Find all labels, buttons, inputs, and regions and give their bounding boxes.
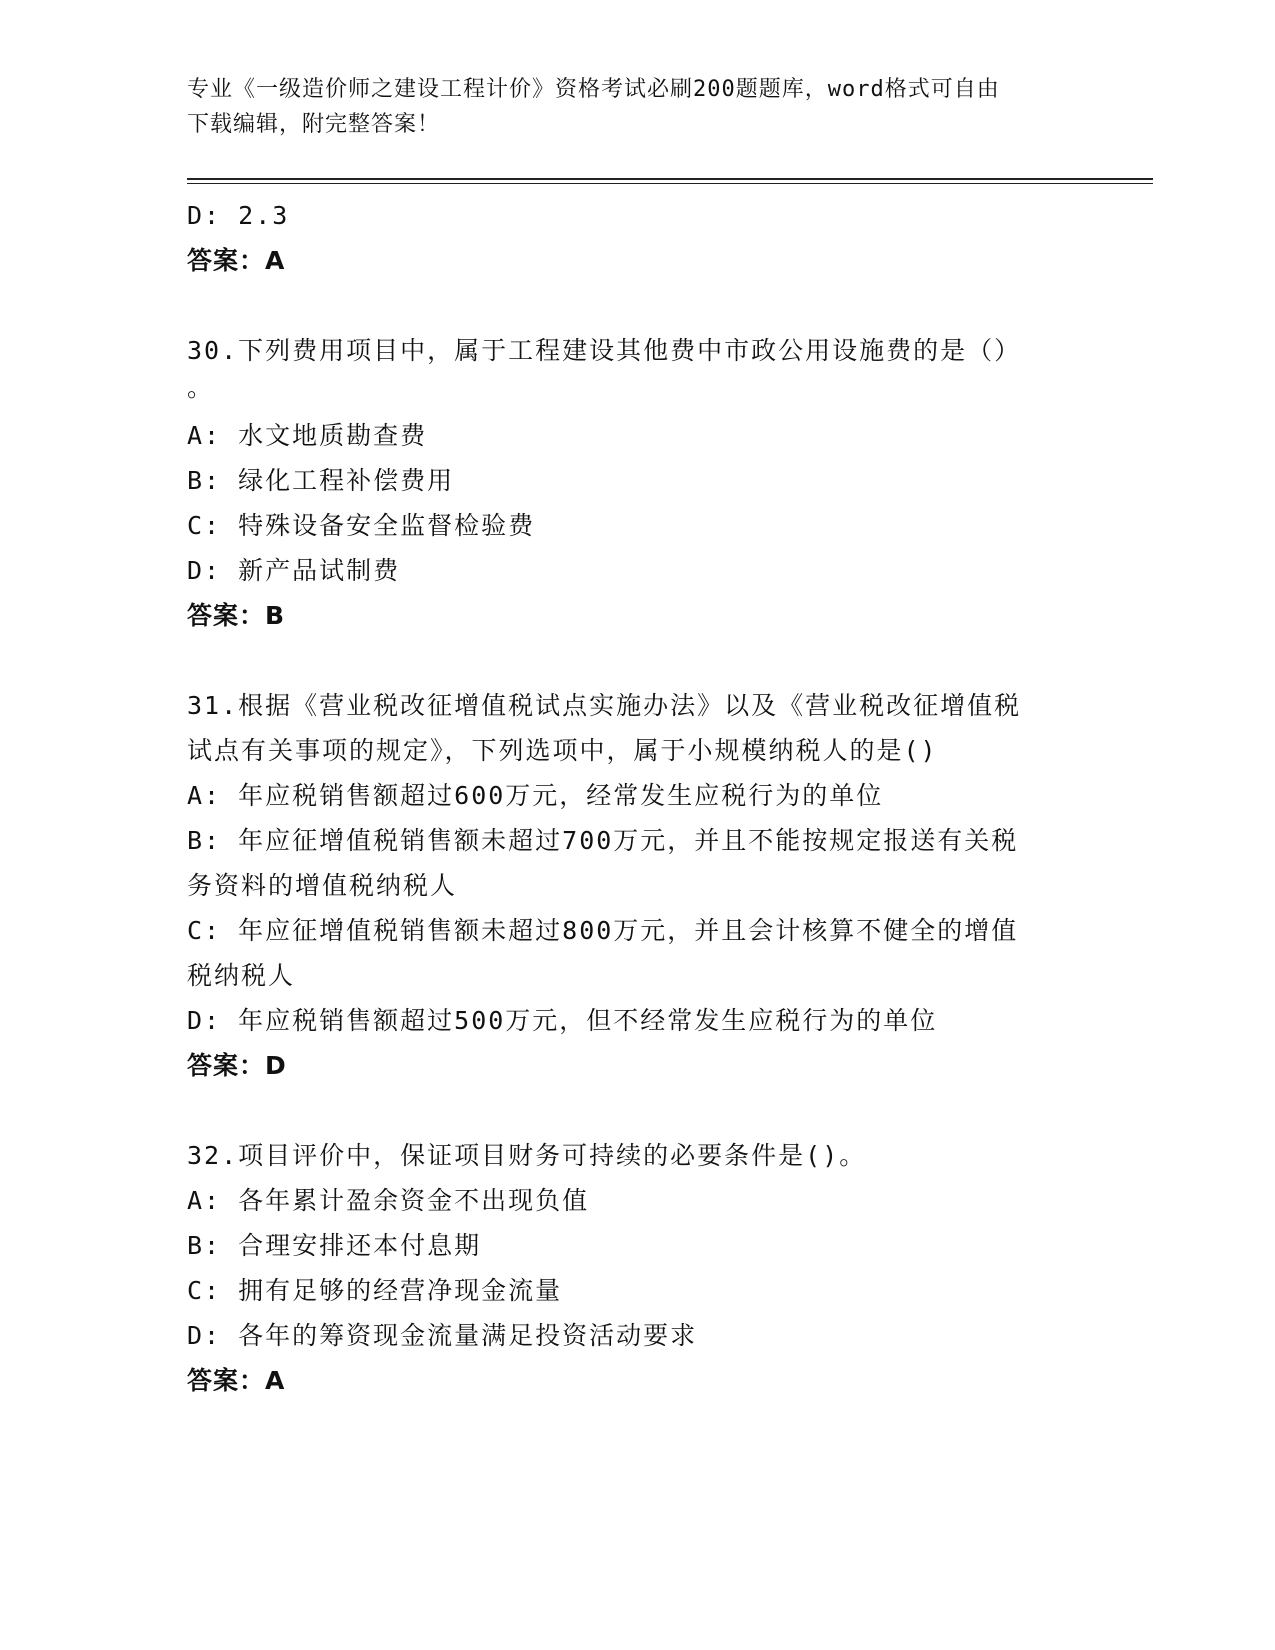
header-line-1: 专业《一级造价师之建设工程计价》资格考试必刷200题题库，word格式可自由	[187, 77, 1000, 102]
spacer	[187, 1088, 1087, 1133]
q30-option-d: D: 新产品试制费	[187, 556, 401, 585]
q31-option-c-line-1: C: 年应征增值税销售额未超过800万元，并且会计核算不健全的增值	[187, 916, 1019, 945]
q30-option-a: A: 水文地质勘查费	[187, 421, 428, 450]
q30-answer: 答案：B	[187, 601, 286, 630]
q31-answer: 答案：D	[187, 1051, 287, 1080]
document-header	[187, 72, 1087, 142]
q31-option-b-line-2: 务资料的增值税纳税人	[187, 871, 458, 900]
q30-stem-line-2: 。	[187, 373, 215, 402]
spacer	[187, 638, 1087, 683]
q31-option-a: A: 年应税销售额超过600万元，经常发生应税行为的单位	[187, 781, 884, 810]
prev-answer: 答案：A	[187, 246, 286, 275]
q31-option-b-line-1: B: 年应征增值税销售额未超过700万元，并且不能按规定报送有关税	[187, 826, 1019, 855]
q30-stem-line-1: 30.下列费用项目中，属于工程建设其他费中市政公用设施费的是（）	[187, 336, 1022, 365]
q32-option-d: D: 各年的筹资现金流量满足投资活动要求	[187, 1321, 698, 1350]
spacer	[187, 283, 1087, 328]
question-31	[187, 683, 1087, 1088]
header-divider-thick	[187, 178, 1153, 180]
q32-answer: 答案：A	[187, 1366, 286, 1395]
prev-option-d: D: 2.3	[187, 201, 290, 230]
q32-option-b: B: 合理安排还本付息期	[187, 1231, 482, 1260]
header-line-2: 下载编辑，附完整答案！	[187, 112, 441, 137]
q32-option-c: C: 拥有足够的经营净现金流量	[187, 1276, 563, 1305]
q31-option-c-line-2: 税纳税人	[187, 961, 296, 990]
q32-stem-line-1: 32.项目评价中，保证项目财务可持续的必要条件是()。	[187, 1141, 867, 1170]
q31-stem-line-1: 31.根据《营业税改征增值税试点实施办法》以及《营业税改征增值税	[187, 691, 1022, 720]
question-30	[187, 328, 1087, 638]
question-32	[187, 1133, 1087, 1403]
q31-option-d: D: 年应税销售额超过500万元，但不经常发生应税行为的单位	[187, 1006, 938, 1035]
header-divider-thin	[187, 183, 1153, 184]
q31-stem-line-2: 试点有关事项的规定》，下列选项中，属于小规模纳税人的是()	[187, 736, 938, 765]
q30-option-c: C: 特殊设备安全监督检验费	[187, 511, 536, 540]
q30-option-b: B: 绿化工程补偿费用	[187, 466, 455, 495]
question-list	[187, 193, 1087, 1403]
q32-option-a: A: 各年累计盈余资金不出现负值	[187, 1186, 590, 1215]
